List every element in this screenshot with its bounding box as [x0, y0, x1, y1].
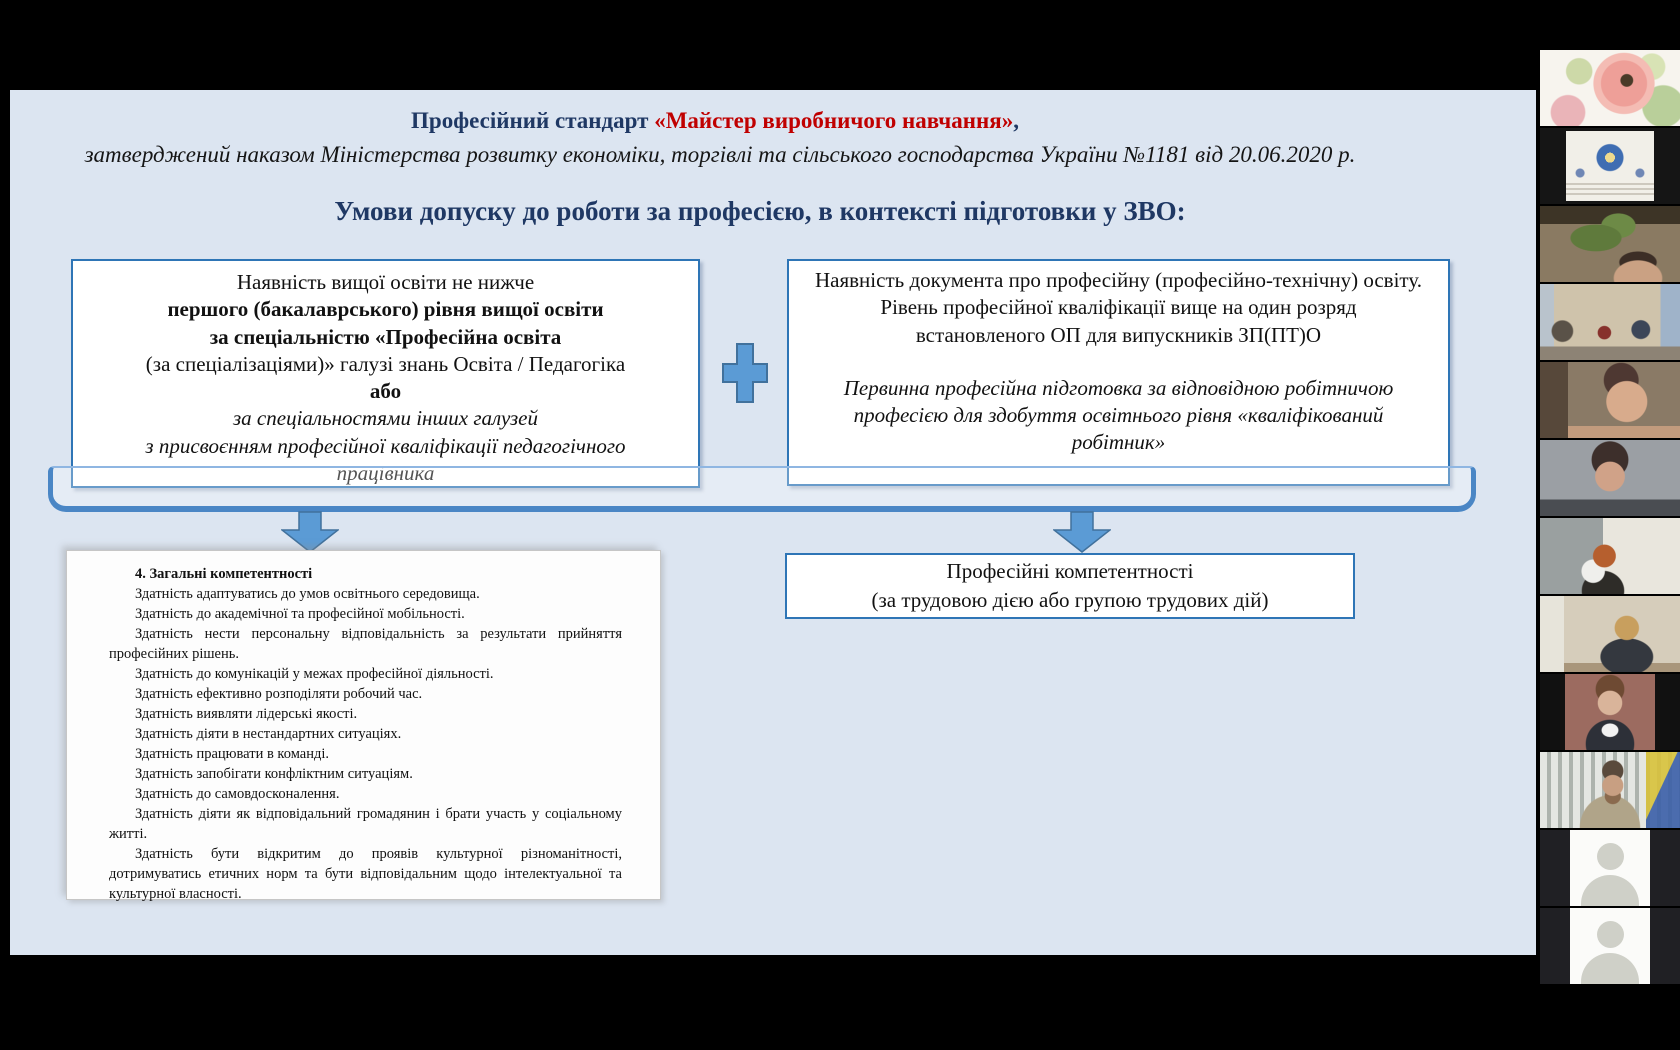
competency-item: Здатність діяти як відповідальний громадянин і брати участь у соціальному житті.	[109, 806, 622, 842]
spacer	[815, 349, 1422, 375]
req-paragraph: Наявність документа про професійну (професійно-технічну) освіту.	[815, 268, 1422, 292]
avatar-icon	[1581, 953, 1639, 984]
down-arrow-icon	[1053, 511, 1111, 553]
competency-item: Здатність нести персональну відповідальність за результати прийняття професійних рішень.	[109, 626, 622, 662]
competency-item: Здатність адаптуватись до умов освітнього середовища.	[135, 586, 480, 602]
participant-video-with-flag[interactable]	[1540, 752, 1680, 828]
participants-sidebar	[1540, 50, 1680, 984]
req-line: першого (бакалаврського) рівня вищої освіти	[167, 297, 604, 322]
competency-item: Здатність діяти в нестандартних ситуаціях.	[135, 726, 402, 742]
avatar-panel	[1570, 908, 1650, 984]
competency-item: Здатність бути відкритим до проявів культурної різноманітності, дотримуватись етичних норм та бути відповідальним щодо інтелектуальної та культурної власності.	[109, 846, 622, 902]
participant-video-orange-hair[interactable]	[1540, 518, 1680, 594]
avatar-icon	[1597, 921, 1624, 948]
slide-subtitle: затверджений наказом Міністерства розвитку економіки, торгівлі та сільського господарства України №1181 від 20.06.2020 р.	[84, 142, 1356, 167]
competency-item: Здатність працювати в команді.	[135, 746, 330, 762]
req-line: з присвоєнням професійної кваліфікації педагогічного	[145, 433, 626, 458]
professional-competencies-line: Професійні компетентності	[946, 559, 1194, 583]
general-competencies-box	[66, 550, 661, 900]
down-arrow-icon	[281, 511, 339, 553]
participant-video-face-front[interactable]	[1540, 440, 1680, 516]
participant-video-portrait-photo[interactable]	[1540, 674, 1680, 750]
req-line: за спеціальністю «Професійна освіта	[209, 324, 562, 349]
competency-item: Здатність до комунікацій у межах професійної діяльності.	[135, 666, 494, 682]
institution-logo	[1566, 131, 1654, 201]
competency-item: Здатність до академічної та професійної мобільності.	[135, 606, 465, 622]
req-line: працівника	[336, 461, 435, 486]
shared-slide	[10, 90, 1536, 955]
req-line: або	[369, 379, 402, 404]
req-paragraph: Рівень професійної кваліфікації вище на один розряд встановленого ОП для випускників ЗП(ПТ)О	[880, 295, 1357, 347]
section-heading: Умови допуску до роботи за професією, в контексті підготовки у ЗВО:	[334, 196, 1186, 226]
vocational-education-requirement-box	[787, 259, 1450, 486]
higher-education-requirement-box	[71, 259, 700, 488]
req-line: (за спеціалізаціями)» галузі знань Освіта / Педагогіка	[145, 351, 626, 376]
avatar-icon	[1597, 843, 1624, 870]
competency-item: Здатність до самовдосконалення.	[135, 786, 340, 802]
req-line: Наявність вищої освіти не нижче	[236, 270, 535, 294]
req-paragraph: Первинна професійна підготовка за відповідною робітничою професією для здобуття освітнього рівня «кваліфікований робітник»	[843, 375, 1394, 455]
grouping-bracket	[48, 466, 1476, 512]
participant-video-flower-painting[interactable]	[1540, 50, 1680, 126]
professional-competencies-line: (за трудовою дією або групою трудових дій)	[871, 588, 1269, 613]
competency-item: Здатність виявляти лідерські якості.	[135, 706, 358, 722]
slide-title-comma: ,	[1013, 108, 1019, 133]
slide-title-highlight: «Майстер виробничого навчання»	[654, 108, 1014, 133]
participant-video-classroom-group[interactable]	[1540, 284, 1680, 360]
professional-competencies-box	[785, 553, 1355, 619]
participant-video-looking-down[interactable]	[1540, 362, 1680, 438]
avatar-panel	[1570, 830, 1650, 906]
general-competencies-title: 4. Загальні компетентності	[135, 566, 313, 582]
participant-video-with-plant[interactable]	[1540, 206, 1680, 282]
competency-item: Здатність запобігати конфліктним ситуаціям.	[135, 766, 413, 782]
participant-video-avatar-2[interactable]	[1540, 908, 1680, 984]
avatar-icon	[1581, 875, 1639, 906]
plus-sign-icon	[722, 343, 768, 403]
participant-video-institution-logo[interactable]	[1540, 128, 1680, 204]
slide-title	[10, 108, 1420, 134]
participant-video-blonde[interactable]	[1540, 596, 1680, 672]
slide-title-prefix: Професійний стандарт	[411, 108, 655, 133]
participant-video-avatar-1[interactable]	[1540, 830, 1680, 906]
competency-item: Здатність ефективно розподіляти робочий час.	[135, 686, 423, 702]
req-line: за спеціальностями інших галузей	[232, 406, 538, 431]
